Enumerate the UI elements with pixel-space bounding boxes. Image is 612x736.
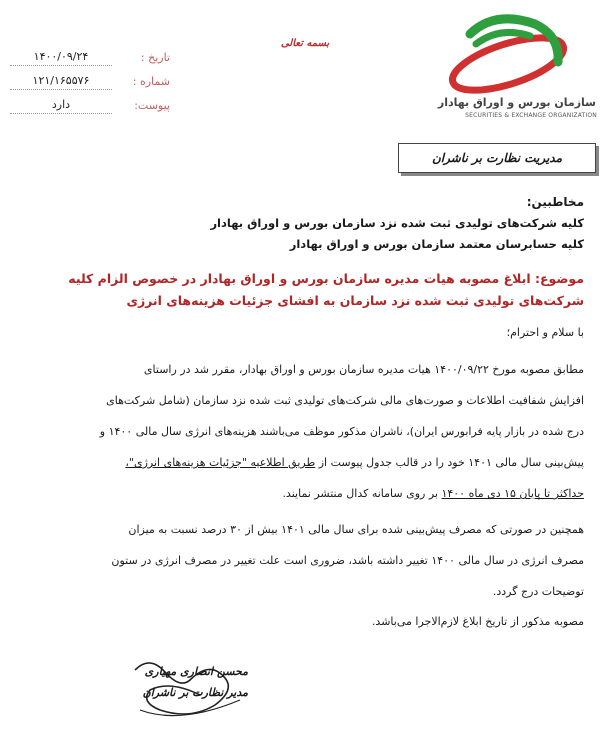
letter-meta — [10, 45, 170, 117]
greeting: با سلام و احترام؛ — [506, 326, 584, 339]
body-line: مطابق مصوبه مورخ ۱۴۰۰/۰۹/۲۲ هیات مدیره سازمان بورس و اوراق بهادار، مقرر شد در راستای — [143, 363, 584, 376]
addressee-line: کلیه حسابرسان معتمد سازمان بورس و اوراق بهادار — [289, 237, 584, 251]
body-line: مصوبه مذکور از تاریخ ابلاغ لازم‌الاجرا می‌باشد. — [371, 615, 584, 628]
body-paragraph-2 — [24, 514, 584, 607]
date-label: تاریخ : — [140, 50, 170, 64]
body-line: مصرف انرژی در سال مالی ۱۴۰۰ تغییر داشته باشد، ضروری است علت تغییر در مصرف انرژی در ستون — [111, 554, 584, 567]
signatory-name: محسن انصاری مهیاری — [144, 665, 248, 678]
date-row — [10, 45, 170, 69]
body-line: توضیحات درج گردد. — [492, 585, 584, 598]
attachment-label: پیوست: — [134, 98, 170, 112]
body-line: افزایش شفافیت اطلاعات و صورت‌های مالی شرکت‌های تولیدی ثبت شده نزد سازمان (شامل شرکت‌های — [106, 394, 584, 407]
org-name-fa: سازمان بورس و اوراق بهادار — [437, 96, 596, 109]
subject — [64, 268, 584, 312]
subject-line: شرکت‌های تولیدی ثبت شده نزد سازمان به افشای جزئیات هزینه‌های انرژی — [126, 293, 584, 308]
date-value: ۱۴۰۰/۰۹/۲۴ — [10, 49, 112, 66]
body-line — [24, 447, 584, 478]
department-box: مدیریت نظارت بر ناشران — [398, 143, 596, 173]
number-row — [10, 69, 170, 93]
attachment-row — [10, 93, 170, 117]
body-line: همچنین در صورتی که مصرف پیش‌بینی شده برای سال مالی ۱۴۰۱ بیش از ۳۰ درصد نسبت به میزان — [128, 523, 584, 536]
signatory-title: مدیر نظارت بر ناشران — [142, 686, 248, 699]
bismillah: بسمه تعالی — [280, 38, 330, 49]
addressees-title: مخاطبین: — [526, 195, 584, 209]
announcement-reference: طریق اطلاعیه "جزئیات هزینه‌های انرژی"، — [125, 456, 316, 469]
org-name-en: SECURITIES & EXCHANGE ORGANIZATION — [465, 112, 597, 119]
organization-logo — [440, 14, 590, 98]
body-paragraph-1 — [24, 354, 584, 509]
body-line-part: پیش‌بینی سال مالی ۱۴۰۱ خود را در قالب جدول پیوست از — [315, 456, 584, 469]
body-line: درج شده در بازار پایه فرابورس ایران)، ناشران مذکور موظف می‌باشند هزینه‌های انرژی سال مالی ۱۴۰۰ و — [99, 425, 584, 438]
body-line-part: بر روی سامانه کدال منتشر نمایند. — [282, 487, 442, 500]
body-paragraph-3 — [24, 606, 584, 637]
number-label: شماره : — [132, 74, 170, 88]
deadline: حداکثر تا پایان ۱۵ دی ماه ۱۴۰۰ — [441, 487, 584, 500]
body-line — [24, 478, 584, 509]
attachment-value: دارد — [10, 97, 112, 114]
addressee-line: کلیه شرکت‌های تولیدی ثبت شده نزد سازمان بورس و اوراق بهادار — [210, 216, 584, 230]
subject-line: موضوع: ابلاغ مصوبه هیات مدیره سازمان بورس و اوراق بهادار در خصوص الزام کلیه — [68, 271, 584, 286]
number-value: ۱۲۱/۱۶۵۵۷۶ — [10, 73, 112, 90]
